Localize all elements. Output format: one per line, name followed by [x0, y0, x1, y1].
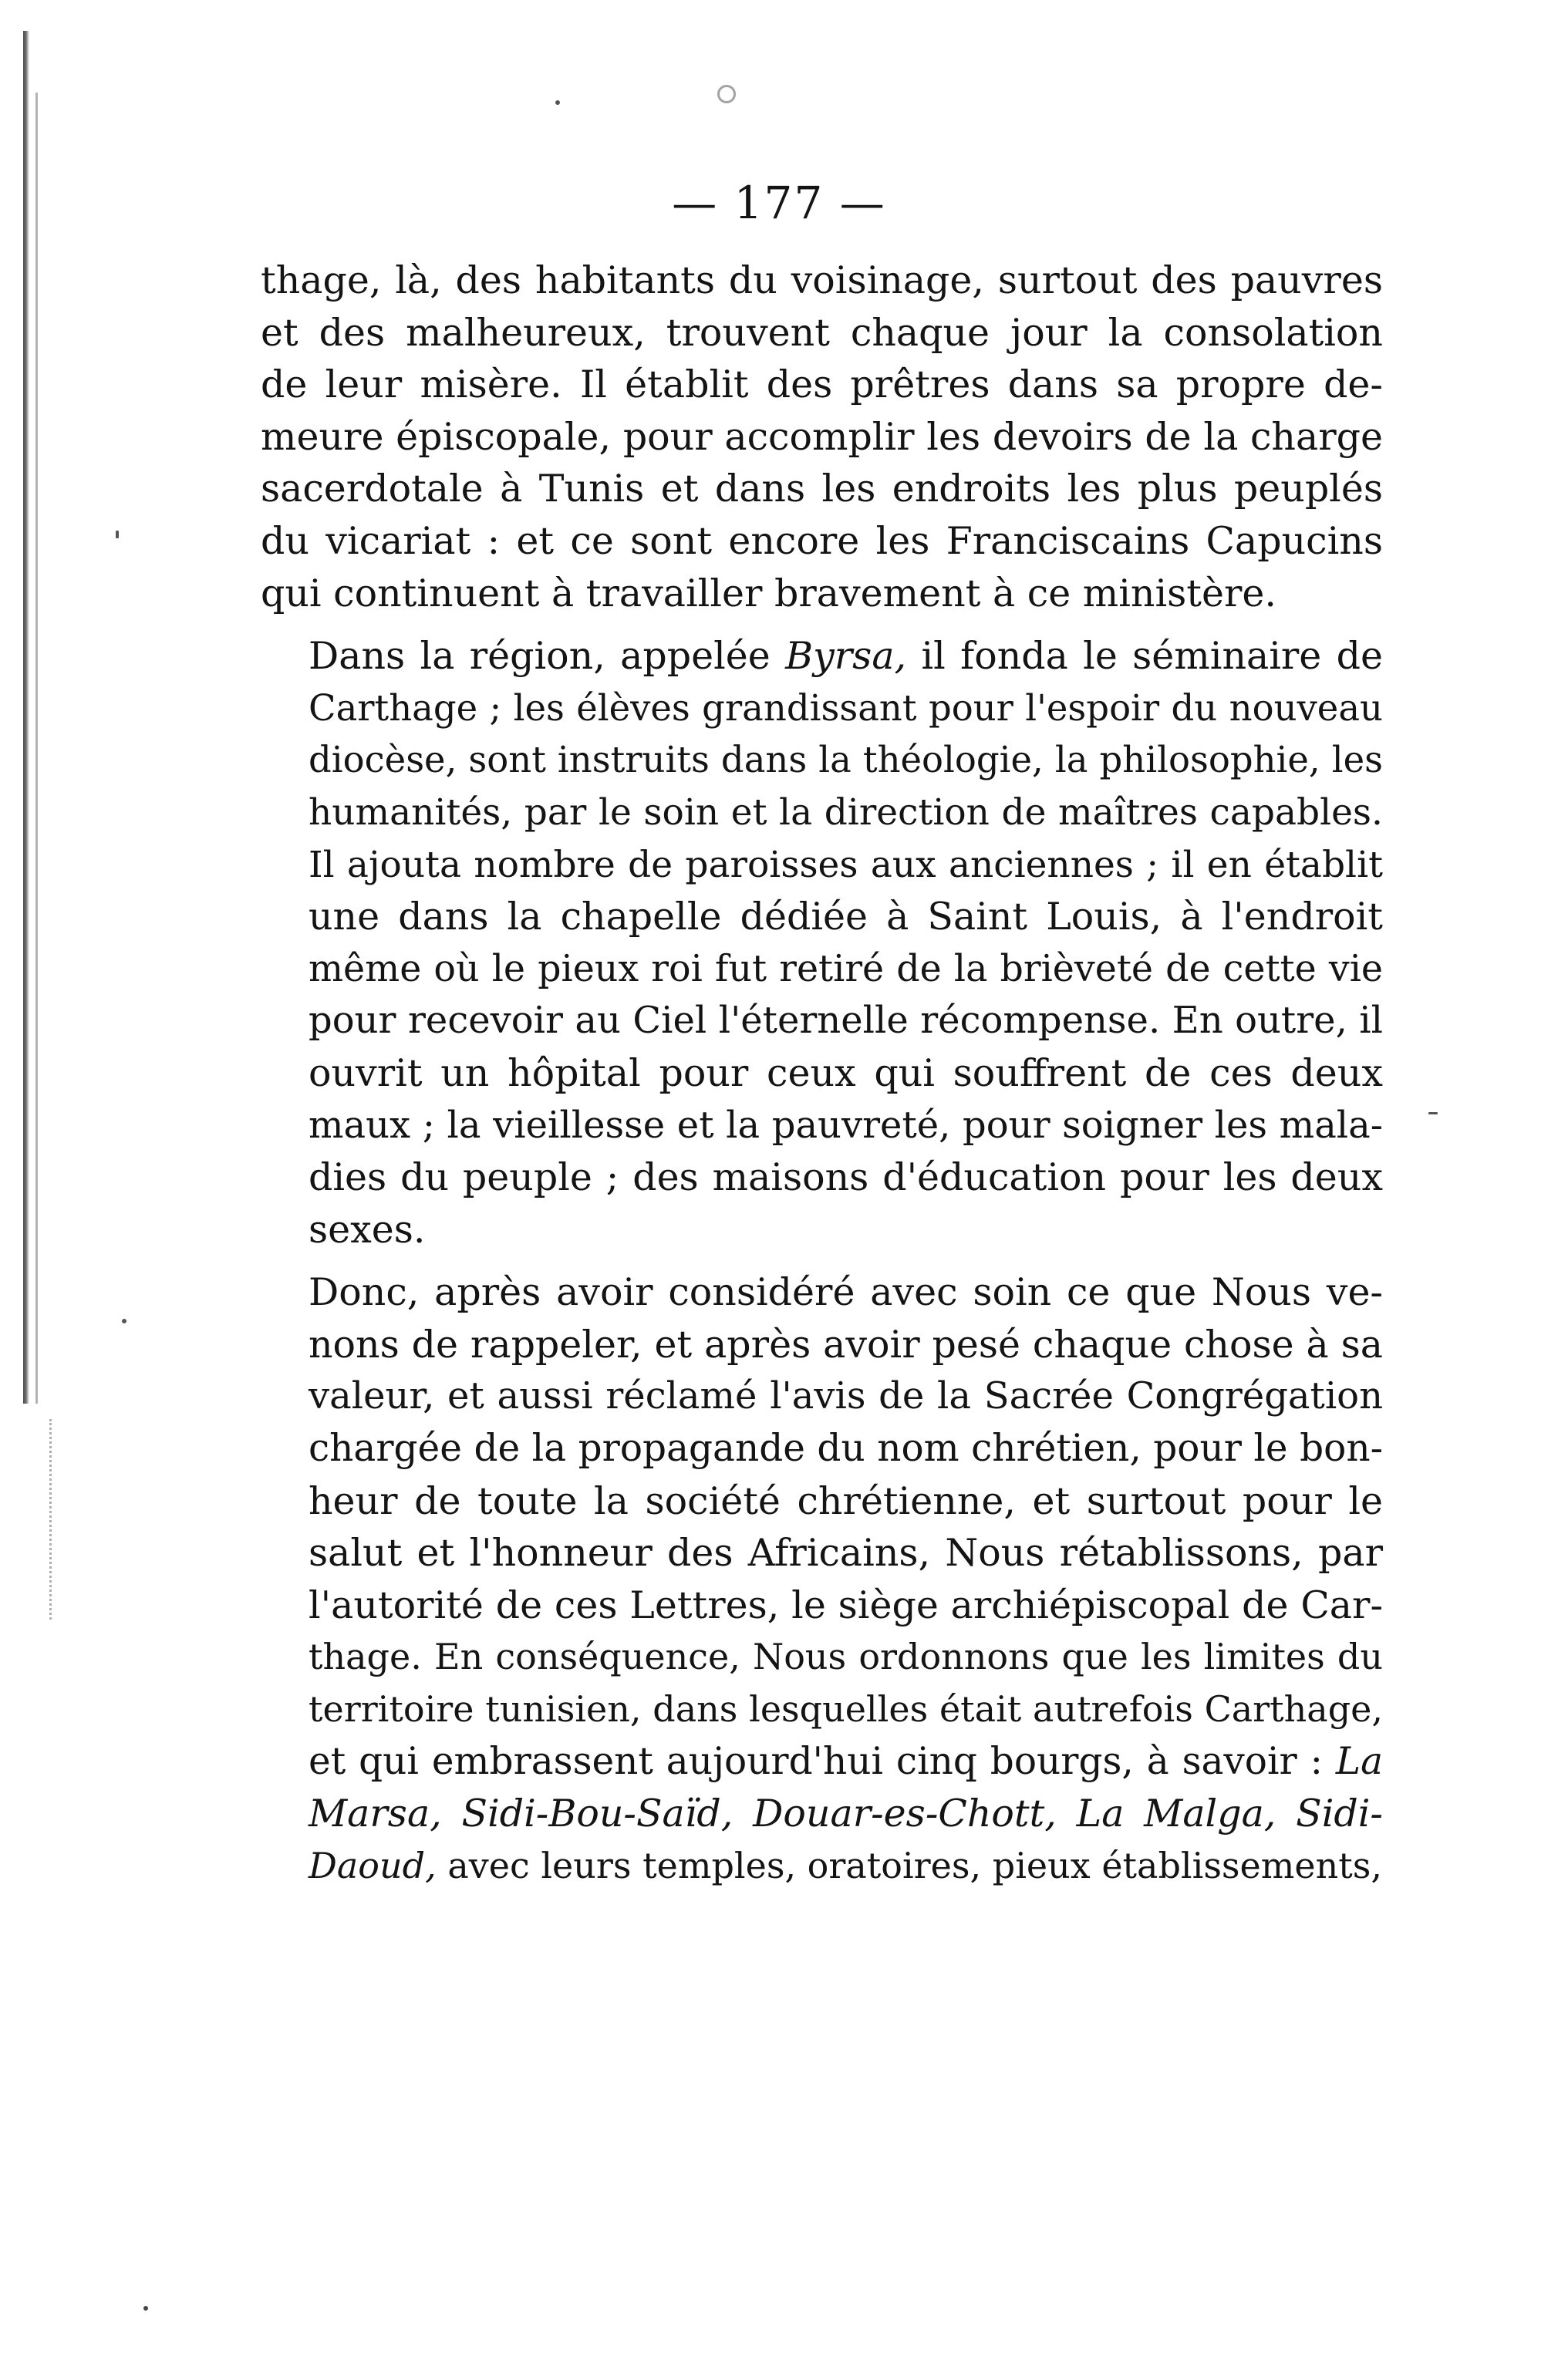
text-line: pour recevoir au Ciel l'éternelle récompense. En outre, il	[309, 999, 1383, 1043]
text-run: Dans la région, appelée	[309, 634, 786, 679]
text-line: territoire tunisien, dans lesquelles était autrefois Carthage,	[309, 1688, 1383, 1731]
ink-blot-mark	[717, 85, 736, 103]
text-line: même où le pieux roi fut retiré de la brièveté de cette vie	[309, 947, 1383, 990]
text-line: humanités, par le soin et la direction de maîtres capables.	[309, 791, 1383, 834]
italic-text-run: Byrsa,	[785, 634, 907, 679]
text-line: et des malheureux, trouvent chaque jour la consolation	[261, 310, 1383, 355]
italic-text-run: La	[1335, 1739, 1383, 1783]
text-line: diocèse, sont instruits dans la théologie, la philosophie, les	[309, 739, 1383, 781]
ink-speck	[143, 2306, 148, 2311]
text-line: thage, là, des habitants du voisinage, surtout des pauvres	[261, 258, 1383, 302]
paragraph	[261, 255, 1383, 619]
text-line: meure épiscopale, pour accomplir les devoirs de la charge	[261, 414, 1383, 459]
text-line: heur de toute la société chrétienne, et surtout pour le	[309, 1478, 1383, 1523]
text-line: Il ajouta nombre de paroisses aux anciennes ; il en établit	[309, 843, 1383, 886]
ink-speck	[1428, 1112, 1438, 1114]
italic-text-run: Marsa, Sidi-Bou-Saïd, Douar-es-Chott, La Malga, Sidi-	[309, 1792, 1383, 1836]
text-line	[261, 1788, 1383, 1840]
text-line: sacerdotale à Tunis et dans les endroits les plus peuplés	[261, 467, 1383, 511]
text-line: Carthage ; les élèves grandissant pour l'espoir du nouveau	[309, 686, 1383, 729]
paragraph	[261, 1266, 1383, 1892]
text-line: qui continuent à travailler bravement à ce ministère.	[261, 571, 1276, 615]
text-line: thage. En conséquence, Nous ordonnons que les limites du	[309, 1636, 1383, 1678]
text-line	[261, 630, 1383, 683]
body-text	[261, 255, 1383, 1892]
paragraph	[261, 630, 1383, 1256]
ink-speck	[116, 531, 119, 538]
text-run: il fonda le séminaire de	[906, 634, 1383, 679]
text-line: maux ; la vieillesse et la pauvreté, pour soigner les mala-	[309, 1103, 1383, 1147]
text-line	[261, 1840, 1383, 1893]
text-line: du vicariat : et ce sont encore les Franciscains Capucins	[261, 518, 1383, 563]
text-line: nons de rappeler, et après avoir pesé chaque chose à sa	[309, 1322, 1383, 1367]
text-line: dies du peuple ; des maisons d'éducation pour les deux	[309, 1155, 1383, 1200]
ink-speck	[122, 1319, 126, 1323]
italic-text-run: Daoud,	[309, 1844, 437, 1886]
text-line: Donc, après avoir considéré avec soin ce que Nous ve-	[309, 1270, 1383, 1315]
text-line: l'autorité de ces Lettres, le siège archiépiscopal de Car-	[309, 1583, 1383, 1627]
text-line: sexes.	[309, 1207, 426, 1252]
ink-speck	[555, 100, 560, 105]
text-run: et qui embrassent aujourd'hui cinq bourgs, à savoir :	[309, 1739, 1336, 1783]
text-line: chargée de la propagande du nom chrétien, pour le bon-	[309, 1427, 1383, 1471]
text-line: ouvrit un hôpital pour ceux qui souffrent de ces deux	[309, 1050, 1383, 1095]
scan-gutter-shadow	[23, 31, 29, 1404]
text-line: une dans la chapelle dédiée à Saint Louis, à l'endroit	[309, 895, 1383, 939]
text-line: de leur misère. Il établit des prêtres dans sa propre de-	[261, 362, 1383, 407]
text-run: avec leurs temples, oratoires, pieux établissements,	[436, 1844, 1382, 1886]
scan-gutter-line	[35, 93, 38, 1404]
text-line: valeur, et aussi réclamé l'avis de la Sacrée Congrégation	[309, 1374, 1383, 1418]
text-line: salut et l'honneur des Africains, Nous rétablissons, par	[309, 1531, 1383, 1576]
text-line	[261, 1736, 1383, 1788]
scan-gutter-specks	[49, 1419, 55, 1620]
page-number: — 177 —	[672, 177, 886, 229]
